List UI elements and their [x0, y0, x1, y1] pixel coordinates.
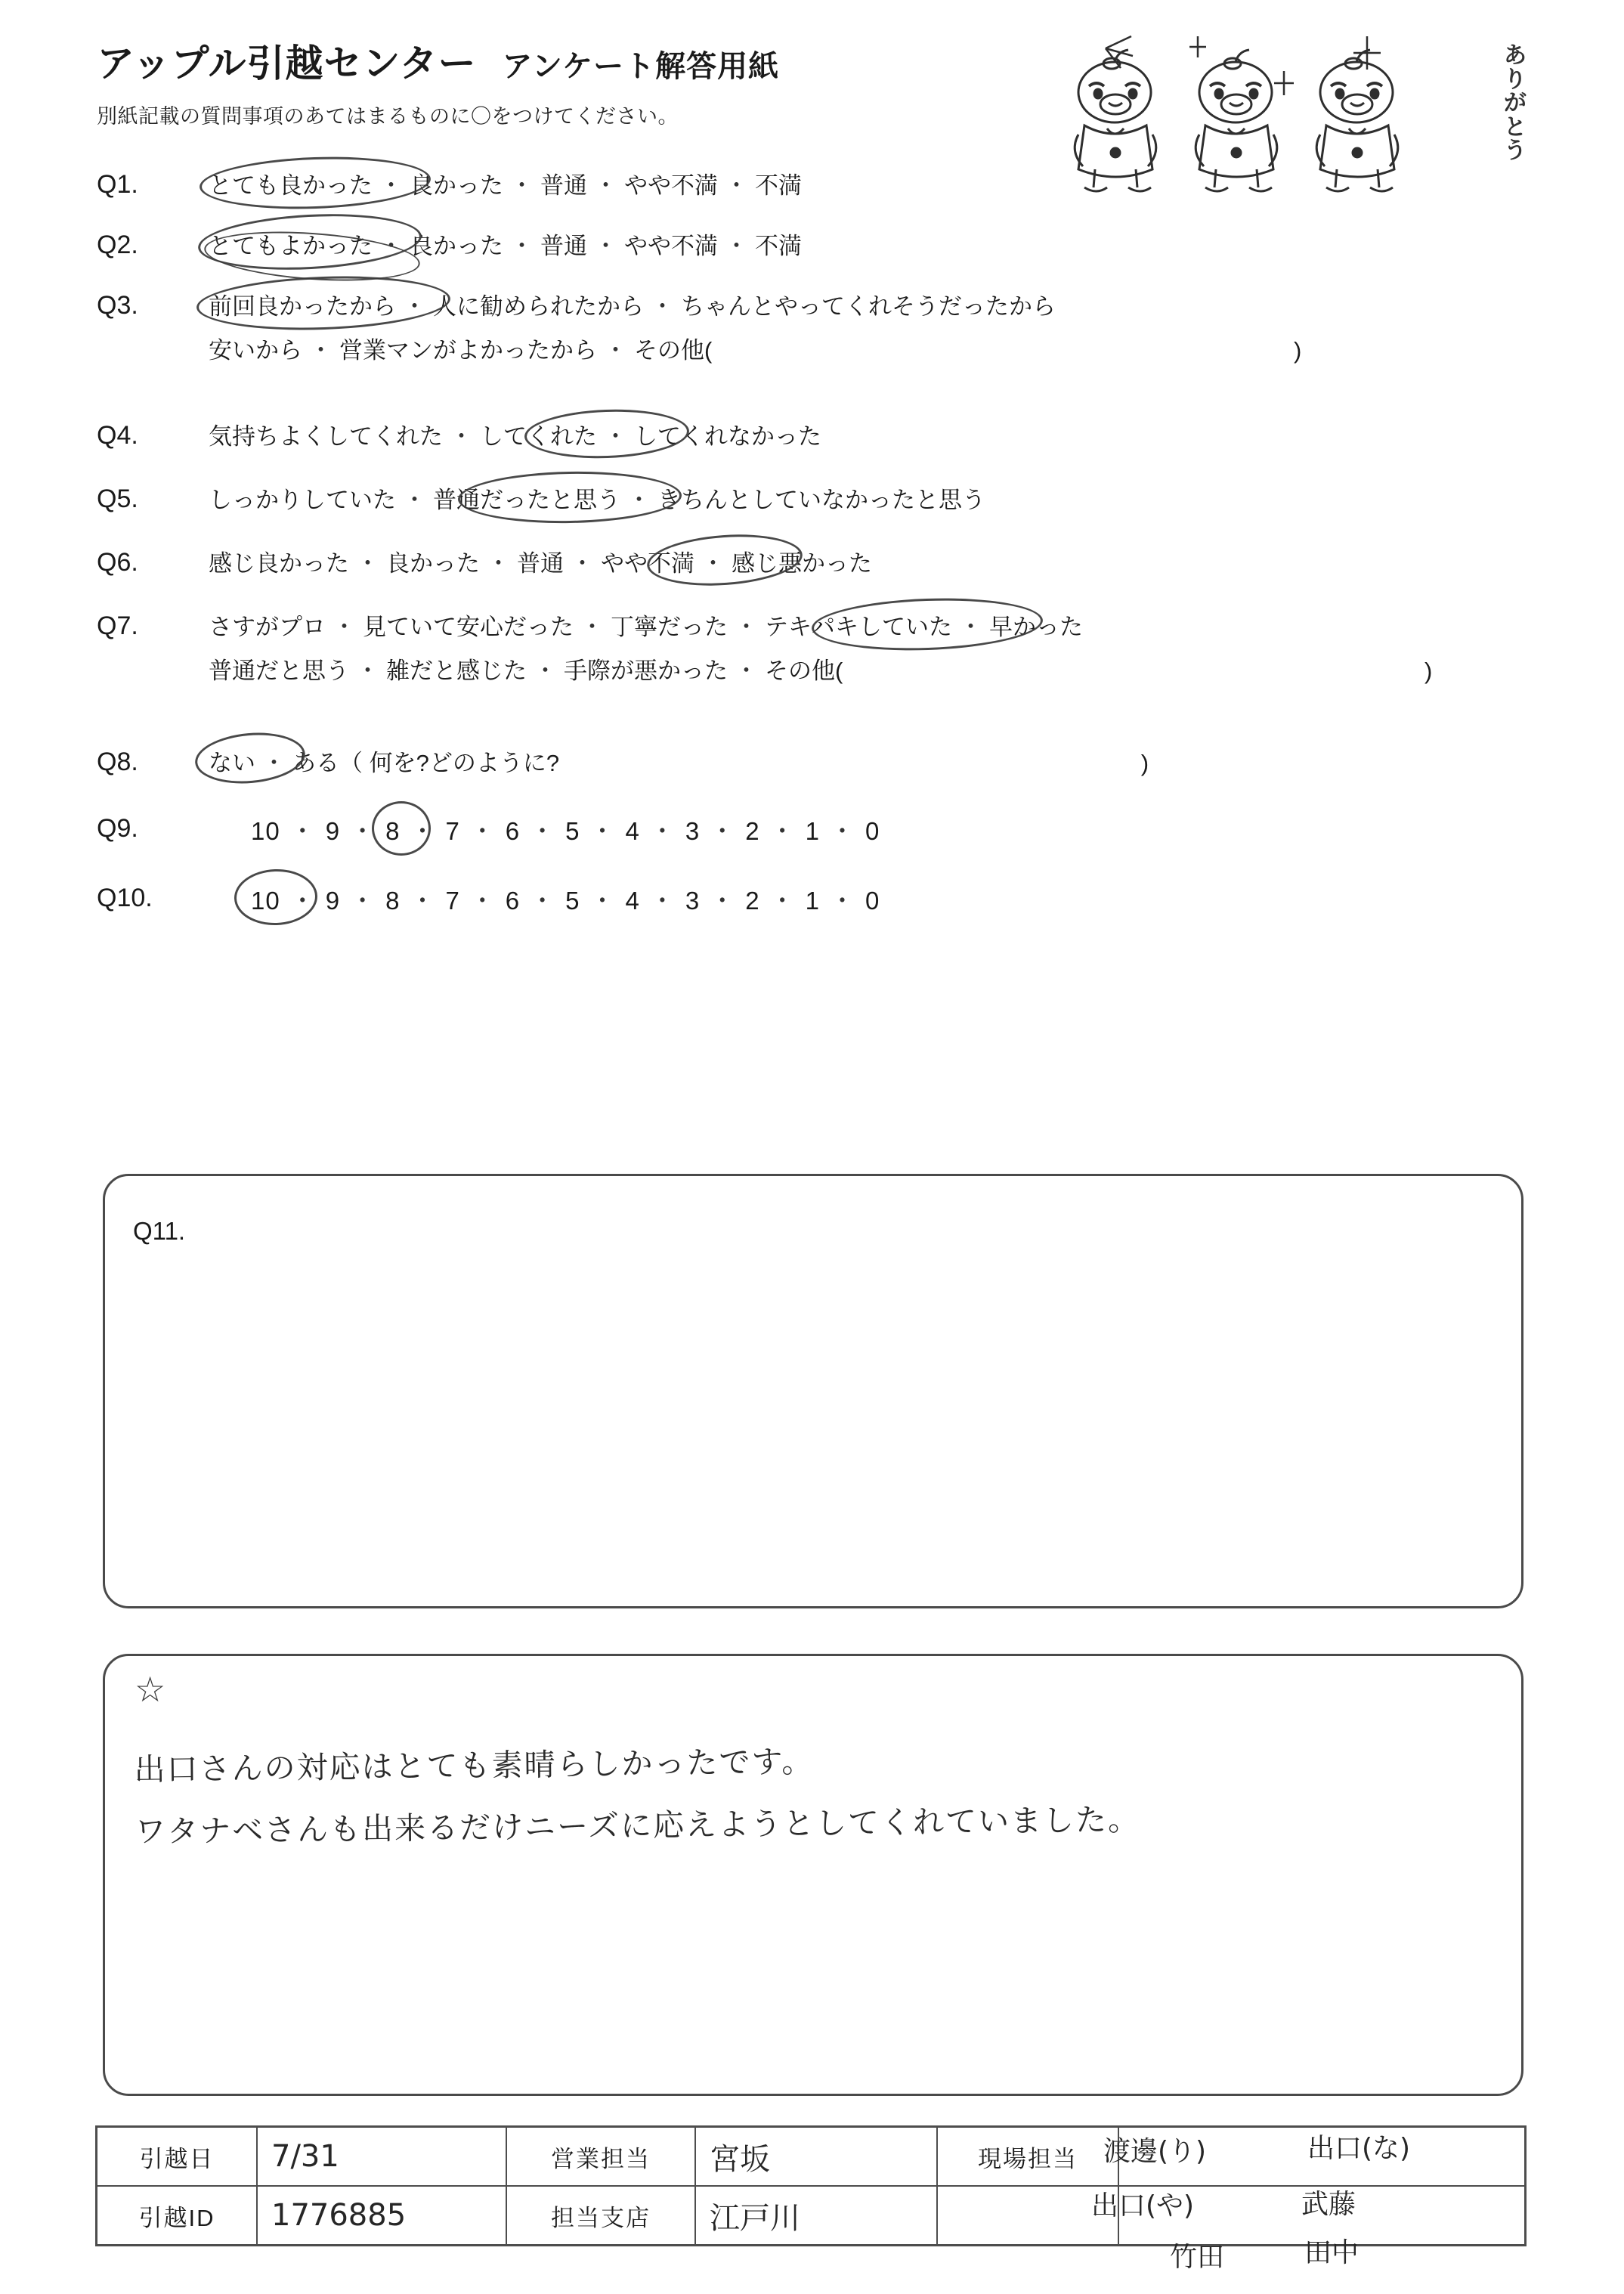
q11-comment-box[interactable]: [103, 1174, 1523, 1608]
option-q8-other-close: ): [1140, 750, 1149, 777]
page-title: アップル引越センター: [97, 42, 477, 85]
question-label: Q6.: [97, 548, 138, 577]
scale-q9-9[interactable]: 9: [325, 817, 341, 846]
option-q8-0[interactable]: ない: [209, 750, 255, 777]
option-q7-other-close: ): [1424, 658, 1433, 685]
option-q3-other-close: ): [1294, 337, 1302, 364]
sales-value[interactable]: 宮坂: [696, 2128, 938, 2185]
spacer: [97, 714, 1533, 745]
move-date-label: 引越日: [97, 2128, 258, 2185]
option-q3-2[interactable]: ちゃんとやってくれそうだったから: [681, 293, 1056, 320]
option-q5-2[interactable]: きちんとしていなかったと思う: [657, 487, 985, 514]
scale-q9-4[interactable]: 4: [625, 817, 640, 846]
option-q4-2[interactable]: してくれなかった: [634, 423, 821, 450]
option-q7-2[interactable]: 丁寧だった: [611, 614, 728, 641]
question-label: Q5.: [97, 484, 138, 514]
scale-q10-7[interactable]: 7: [445, 886, 460, 915]
option-q2-0[interactable]: とてもよかった: [209, 233, 373, 260]
option-q3-0[interactable]: 前回良かったから: [209, 293, 396, 320]
question-label: Q7.: [97, 611, 138, 641]
question-q7: Q7. さすがプロ ・ 見ていて安心だった ・ 丁寧だった ・ テキパキしていた ・ 早かった 普通だと思う ・ 雑だと感じた ・ 手際が悪かった ・ その他( ): [97, 609, 1533, 689]
staff-name-4: 武藤: [1301, 2189, 1356, 2220]
option-q6-2[interactable]: 普通: [517, 550, 564, 577]
option-q1-4[interactable]: 不満: [755, 172, 802, 199]
scale-q10-6[interactable]: 6: [505, 886, 521, 915]
question-label: Q8.: [97, 748, 138, 777]
option-q7-3[interactable]: テキパキしていた: [765, 614, 952, 641]
move-date-value[interactable]: 7/31: [258, 2128, 507, 2185]
option-q5-0[interactable]: しっかりしていた: [209, 487, 396, 514]
question-label: Q1.: [97, 170, 138, 199]
option-q6-4[interactable]: 感じ悪かった: [732, 550, 872, 577]
scale-q10-5[interactable]: 5: [565, 886, 580, 915]
option-q7-0[interactable]: さすがプロ: [209, 614, 326, 641]
option-q8-1[interactable]: ある（ 何を?どのように?: [292, 750, 560, 777]
scale-q9-0[interactable]: 0: [865, 817, 880, 846]
move-id-value[interactable]: 1776885: [258, 2187, 507, 2244]
staff-name-3: 出口(や): [1091, 2190, 1195, 2221]
option-q2-2[interactable]: 普通: [540, 233, 587, 260]
scale-q10-0[interactable]: 0: [865, 886, 880, 915]
question-q6: Q6. 感じ良かった ・ 良かった ・ 普通 ・ やや不満 ・ 感じ悪かった: [97, 546, 1533, 582]
document-subtitle: アンケート解答用紙: [502, 50, 780, 83]
question-q4: Q4. 気持ちよくしてくれた ・ してくれた ・ してくれなかった: [97, 419, 1533, 455]
question-q10: Q10. 10 ・ 9 ・ 8 ・ 7 ・ 6 ・ 5 ・ 4 ・ 3 ・ 2 ・ 1 ・ 0: [97, 881, 1533, 920]
q11-label: Q11.: [133, 1217, 186, 1245]
sales-label: 営業担当: [507, 2128, 696, 2185]
scale-q10-9[interactable]: 9: [325, 886, 341, 915]
option-q7-8[interactable]: その他(: [765, 658, 843, 685]
option-q1-1[interactable]: 良かった: [410, 172, 503, 199]
scale-q9-5[interactable]: 5: [565, 817, 580, 846]
scale-q10-2[interactable]: 2: [745, 886, 760, 915]
site-staff-cell-top[interactable]: [1119, 2128, 1524, 2185]
question-label: Q9.: [97, 814, 138, 844]
branch-value[interactable]: 江戸川: [696, 2187, 938, 2244]
branch-label: 担当支店: [507, 2187, 696, 2244]
scale-q9-1[interactable]: 1: [805, 817, 820, 846]
staff-name-2: 出口(な): [1307, 2133, 1411, 2164]
question-label: Q2.: [97, 231, 138, 260]
question-q5: Q5. しっかりしていた ・ 普通だったと思う ・ きちんとしていなかったと思う: [97, 482, 1533, 519]
scale-q9-10[interactable]: 10: [251, 817, 280, 846]
thanks-vertical-text: ありがとう: [1504, 43, 1527, 163]
option-q2-3[interactable]: やや不満: [624, 233, 718, 260]
instruction-text: 別紙記載の質問事項のあてはまるものに〇をつけてください。: [97, 105, 679, 128]
option-q3-5[interactable]: その他(: [634, 337, 713, 364]
question-q9: Q9. 10 ・ 9 ・ 8 ・ 7 ・ 6 ・ 5 ・ 4 ・ 3 ・ 2 ・ 1 ・ 0: [97, 812, 1533, 850]
option-q2-4[interactable]: 不満: [755, 233, 802, 260]
option-q6-0[interactable]: 感じ良かった: [209, 550, 349, 577]
option-q1-2[interactable]: 普通: [540, 172, 587, 199]
question-list: [97, 168, 1533, 944]
document-header: [97, 33, 1079, 129]
option-q1-3[interactable]: やや不満: [624, 172, 718, 199]
option-q7-1[interactable]: 見ていて安心だった: [363, 614, 574, 641]
star-comment-box[interactable]: [103, 1654, 1523, 2096]
staff-name-6: 田中: [1304, 2237, 1360, 2268]
move-id-label: 引越ID: [97, 2187, 258, 2244]
star-icon: ☆: [135, 1670, 166, 1709]
option-q6-3[interactable]: やや不満: [601, 550, 694, 577]
scale-q10-8[interactable]: 8: [385, 886, 401, 915]
option-q7-6[interactable]: 雑だと感じた: [386, 658, 527, 685]
option-q5-1[interactable]: 普通だったと思う: [433, 487, 620, 514]
option-q3-4[interactable]: 営業マンがよかったから: [339, 337, 597, 364]
site-staff-label: 現場担当: [938, 2128, 1119, 2185]
option-q7-4[interactable]: 早かった: [989, 614, 1083, 641]
option-q3-1[interactable]: 人に勧められたから: [433, 293, 644, 320]
option-q6-1[interactable]: 良かった: [386, 550, 480, 577]
site-staff-label-spacer: [938, 2187, 1119, 2244]
question-q1: Q1. とても良かった ・ 良かった ・ 普通 ・ やや不満 ・ 不満: [97, 168, 1533, 204]
option-q1-0[interactable]: とても良かった: [209, 172, 373, 199]
scale-q10-1[interactable]: 1: [805, 886, 820, 915]
star-comment-line-2: ワタナベさんも出来るだけニーズに応えようとしてくれていました。: [135, 1801, 1141, 1850]
question-q3: Q3. 前回良かったから ・ 人に勧められたから ・ ちゃんとやってくれそうだったから 安いから ・ 営業マンがよかったから ・ その他( ): [97, 289, 1533, 369]
scale-q10-10[interactable]: 10: [251, 886, 280, 915]
option-q3-3[interactable]: 安いから: [209, 337, 302, 364]
option-q4-0[interactable]: 気持ちよくしてくれた: [209, 423, 443, 450]
site-staff-cell-bottom[interactable]: [1119, 2187, 1524, 2244]
star-comment-text: [134, 1723, 1420, 1863]
scale-q9-2[interactable]: 2: [745, 817, 760, 846]
option-q7-5[interactable]: 普通だと思う: [209, 658, 349, 685]
scale-q10-4[interactable]: 4: [625, 886, 640, 915]
table-row: [97, 2128, 1524, 2187]
question-q8: Q8. ない ・ ある（ 何を?どのように? ): [97, 745, 1533, 782]
scale-q9-6[interactable]: 6: [505, 817, 521, 846]
scale-q9-3[interactable]: 3: [685, 817, 701, 846]
staff-name-1: 渡邊(り): [1103, 2136, 1207, 2167]
spacer: [97, 393, 1533, 419]
table-row: [97, 2187, 1524, 2244]
star-comment-line-1: 出口さんの対応はとても素晴らしかったです。: [134, 1743, 815, 1788]
option-q2-1[interactable]: 良かった: [410, 233, 503, 260]
option-q7-7[interactable]: 手際が悪かった: [564, 658, 728, 685]
scale-q9-8[interactable]: 8: [385, 817, 401, 846]
footer-table: [95, 2125, 1527, 2246]
question-q2: Q2. とてもよかった ・ 良かった ・ 普通 ・ やや不満 ・ 不満: [97, 228, 1533, 265]
staff-name-5: 竹田: [1170, 2242, 1225, 2273]
scale-q10-3[interactable]: 3: [685, 886, 701, 915]
question-label: Q4.: [97, 421, 138, 450]
option-q4-1[interactable]: してくれた: [480, 423, 597, 450]
question-label: Q10.: [97, 883, 153, 912]
question-label: Q3.: [97, 291, 138, 320]
scale-q9-7[interactable]: 7: [445, 817, 460, 846]
